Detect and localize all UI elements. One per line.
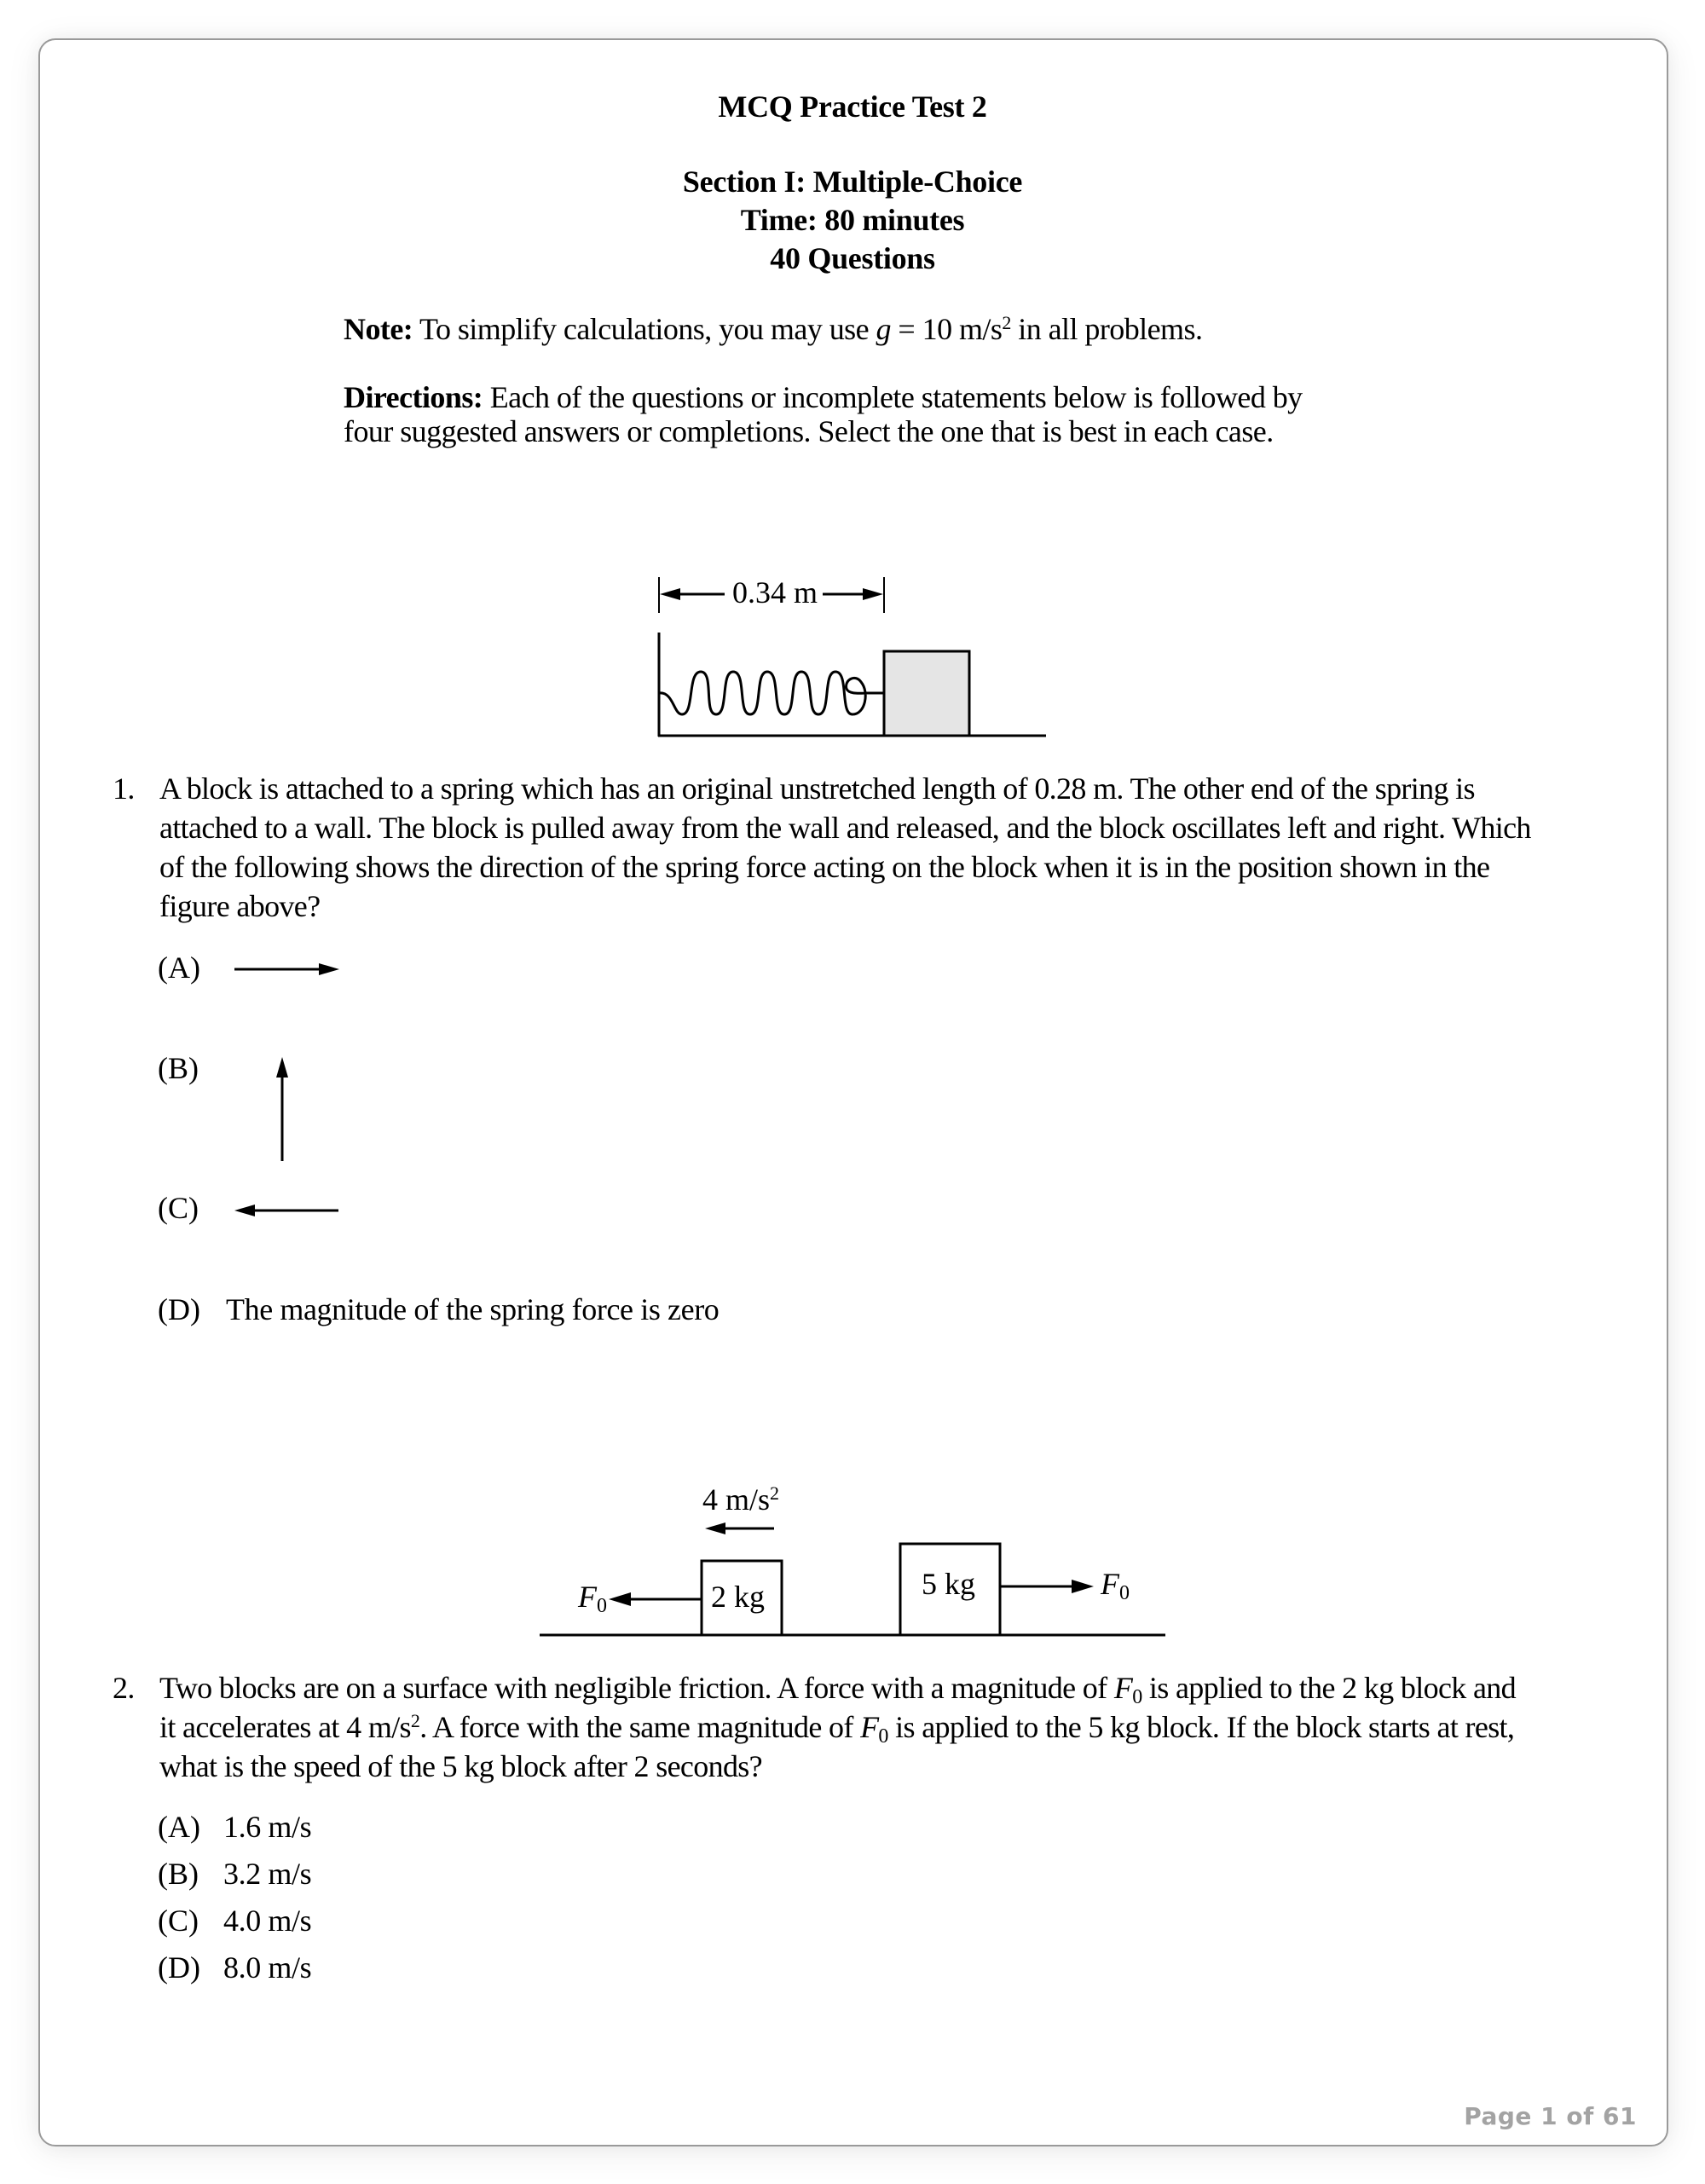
q2-option-b[interactable]: (B) <box>158 1857 199 1891</box>
note-paragraph: Note: To simplify calculations, you may use g = 10 $m/s^2$ in all problems. <box>344 312 1203 346</box>
block-5kg-label: 5 kg <box>922 1567 975 1601</box>
block-2kg-label: 2 kg <box>711 1580 765 1614</box>
q1-option-a[interactable]: (A) <box>158 950 200 985</box>
q2-option-a[interactable]: (A) <box>158 1810 200 1844</box>
force-right-label: $F_0$ <box>1101 1567 1130 1604</box>
question-1-text: A block is attached to a spring which has an original unstretched length of 0.28 m. The other end of the spring is attached to a wall. The block is pulled away from the wall and released, and the block oscillates left and right. Which of the following shows the direction of the spring force acting on the block when it is in the position shown in the figure above? <box>159 771 1531 923</box>
time-heading: Time: 80 minutes <box>740 203 965 237</box>
question-count-heading: 40 Questions <box>770 241 935 275</box>
q1-option-b[interactable]: (B) <box>158 1051 199 1085</box>
q2-option-d-text: 8.0 m/s <box>223 1950 312 1985</box>
acceleration-label: 4 $m/s^2$ <box>702 1482 780 1517</box>
q2-option-a-text: 1.6 m/s <box>223 1810 312 1844</box>
q2-option-c-text: 4.0 m/s <box>223 1904 312 1938</box>
question-2-text: Two blocks are on a surface with negligible friction. A force with a magnitude of $F_0$ is applied to the 2 kg block and it accelerates at 4 $m/s^2$. A force with the same magnitude of $F_0$ is applied to the 5 kg block. If the block starts at rest, what is the speed of the 5 kg block after 2 seconds? <box>159 1671 1517 1783</box>
q1-option-d[interactable]: (D) <box>158 1292 200 1326</box>
page-title: MCQ Practice Test 2 <box>718 90 987 124</box>
q2-option-b-text: 3.2 m/s <box>223 1857 312 1891</box>
q1-option-d-text: The magnitude of the spring force is zero <box>226 1292 720 1326</box>
gravity-variable: g <box>876 312 891 346</box>
question-1-number: 1. <box>113 771 135 806</box>
q2-option-c[interactable]: (C) <box>158 1904 199 1938</box>
page-indicator: Page 1 of 61 <box>1464 2102 1637 2130</box>
directions-paragraph: Directions: Each of the questions or incomplete statements below is followed by four suggested answers or completions. Select the one that is best in each case. <box>344 380 1303 448</box>
section-heading: Section I: Multiple-Choice <box>682 165 1023 199</box>
question-2-number: 2. <box>113 1671 135 1705</box>
dimension-label: 0.34 m <box>729 575 821 610</box>
force-left-label: $F_0$ <box>578 1580 607 1617</box>
directions-label: Directions: <box>344 380 483 414</box>
note-label: Note: <box>344 312 413 346</box>
q1-option-c[interactable]: (C) <box>158 1191 199 1225</box>
q2-option-d[interactable]: (D) <box>158 1950 200 1985</box>
